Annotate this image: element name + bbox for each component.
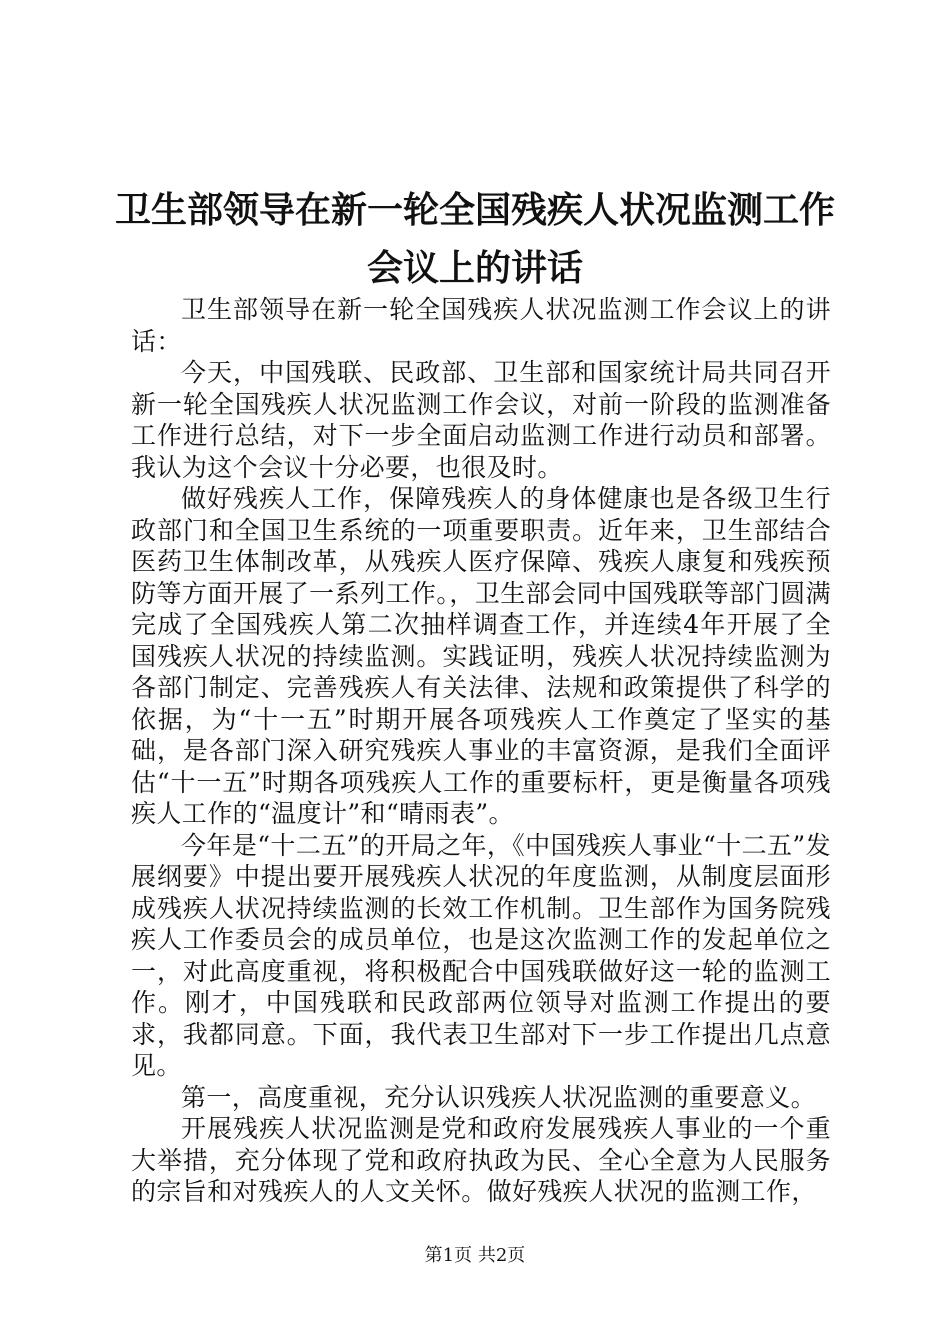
document-title-line-1: 卫生部领导在新一轮全国残疾人状况监测工作 xyxy=(114,189,835,231)
document-body xyxy=(131,294,831,1208)
paragraph-health-duty: 做好残疾人工作，保障残疾人的身体健康也是各级卫生行政部门和全国卫生系统的一项重要职责。近年来，卫生部结合医药卫生体制改革，从残疾人医疗保障、残疾人康复和残疾预防等方面开展了一系列工作。，卫生部会同中国残联等部门圆满完成了全国残疾人第二次抽样调查工作，并连续4年开展了全国残疾人状况的持续监测。实践证明，残疾人状况持续监测为各部门制定、完善残疾人有关法律、法规和政策提供了科学的依据，为“十一五”时期开展各项残疾人工作奠定了坚实的基础，是各部门深入研究残疾人事业的丰富资源，是我们全面评估“十一五”时期各项残疾人工作的重要标杆，更是衡量各项残疾人工作的“温度计”和“晴雨表”。 xyxy=(131,484,831,828)
paragraph-opening: 今天，中国残联、民政部、卫生部和国家统计局共同召开新一轮全国残疾人状况监测工作会议，对前一阶段的监测准备工作进行总结，对下一步全面启动监测工作进行动员和部署。我认为这个会议十分必要，也很及时。 xyxy=(131,358,831,482)
paragraph-twelfth-five-year: 今年是“十二五”的开局之年，《中国残疾人事业“十二五”发展纲要》中提出要开展残疾人状况的年度监测，从制度层面形成残疾人状况持续监测的长效工作机制。卫生部作为国务院残疾人工作委员会的成员单位，也是这次监测工作的发起单位之一，对此高度重视，将积极配合中国残联做好这一轮的监测工作。刚才，中国残联和民政部两位领导对监测工作提出的要求，我都同意。下面，我代表卫生部对下一步工作提出几点意见。 xyxy=(131,830,831,1080)
paragraph-point-one-body: 开展残疾人状况监测是党和政府发展残疾人事业的一个重大举措，充分体现了党和政府执政为民、全心全意为人民服务的宗旨和对残疾人的人文关怀。做好残疾人状况的监测工作， xyxy=(131,1114,831,1206)
document-title-line-2: 会议上的讲话 xyxy=(366,247,583,289)
paragraph-intro: 卫生部领导在新一轮全国残疾人状况监测工作会议上的讲话： xyxy=(131,295,831,356)
paragraph-point-one-heading: 第一，高度重视，充分认识残疾人状况监测的重要意义。 xyxy=(181,1082,817,1112)
page-number-footer: 第1页 共2页 xyxy=(424,1245,526,1266)
